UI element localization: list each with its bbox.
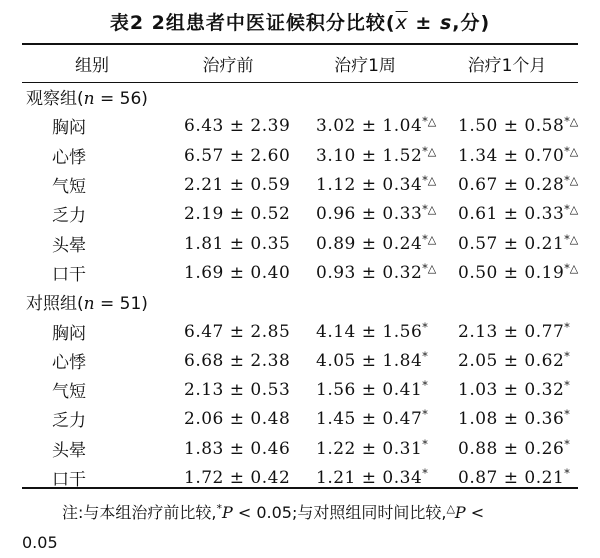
group-row: [22, 82, 578, 111]
table-footnote: 注:与本组治疗前比较,*P < 0.05;与对照组同时间比较,△P < 0.05: [22, 502, 485, 552]
header-group: 组别: [75, 56, 109, 76]
score-cell: 0.61 ± 0.33*△: [458, 203, 579, 225]
group-label: 观察组(n = 56): [26, 89, 148, 110]
group-label: 对照组(n = 51): [26, 294, 148, 315]
significance-mark: *: [564, 349, 570, 363]
significance-mark: *△: [564, 261, 579, 275]
significance-mark: *△: [422, 115, 437, 129]
score-cell: 1.03 ± 0.32*: [458, 379, 570, 401]
score-cell: 2.19 ± 0.52: [184, 204, 291, 225]
table-row: [22, 463, 578, 492]
significance-mark: *△: [564, 232, 579, 246]
table-row: [22, 375, 578, 404]
significance-mark: *: [564, 467, 570, 480]
significance-mark: △: [446, 502, 455, 515]
table-row: [22, 346, 578, 375]
table-row: [22, 141, 578, 170]
score-table: [22, 45, 578, 492]
score-cell: 1.22 ± 0.31*: [316, 437, 428, 459]
significance-mark: *: [422, 320, 428, 334]
score-cell: 1.21 ± 0.34*: [316, 467, 428, 488]
significance-mark: *: [422, 467, 428, 480]
score-cell: 3.10 ± 1.52*△: [316, 144, 437, 166]
score-cell: 1.12 ± 0.34*△: [316, 174, 437, 196]
group-row: [22, 287, 578, 316]
score-cell: 2.21 ± 0.59: [184, 175, 291, 196]
significance-mark: *: [422, 437, 428, 451]
score-cell: 1.83 ± 0.46: [184, 438, 291, 459]
symptom-name: 心悸: [52, 352, 86, 373]
header-month1: 治疗1个月: [467, 56, 547, 76]
table-row: [22, 111, 578, 140]
symptom-name: 乏力: [52, 411, 86, 432]
symptom-name: 心悸: [52, 147, 86, 168]
significance-mark: *: [564, 408, 570, 422]
significance-mark: *: [422, 379, 428, 393]
symptom-name: 胸闷: [52, 323, 86, 344]
score-cell: 2.13 ± 0.77*: [458, 320, 570, 342]
symptom-name: 胸闷: [52, 118, 86, 139]
significance-mark: *△: [564, 115, 579, 129]
score-cell: 6.43 ± 2.39: [184, 116, 291, 137]
score-cell: 1.08 ± 0.36*: [458, 408, 570, 430]
table-row: [22, 199, 578, 228]
significance-mark: *△: [422, 203, 437, 217]
score-cell: 2.05 ± 0.62*: [458, 349, 570, 371]
header-row: [22, 45, 578, 82]
table-body: [22, 82, 578, 492]
score-cell: 1.45 ± 0.47*: [316, 408, 428, 430]
symptom-name: 气短: [52, 177, 86, 198]
significance-mark: *△: [422, 232, 437, 246]
score-cell: 3.02 ± 1.04*△: [316, 115, 437, 137]
score-cell: 0.87 ± 0.21*: [458, 467, 570, 488]
score-cell: 0.50 ± 0.19*△: [458, 261, 579, 283]
symptom-name: 头晕: [52, 235, 86, 256]
table-row: [22, 258, 578, 287]
significance-mark: *: [422, 349, 428, 363]
score-cell: 0.88 ± 0.26*: [458, 437, 570, 459]
score-cell: 1.50 ± 0.58*△: [458, 115, 579, 137]
score-cell: 1.81 ± 0.35: [184, 233, 291, 254]
significance-mark: *: [564, 320, 570, 334]
significance-mark: *: [564, 437, 570, 451]
significance-mark: *: [564, 379, 570, 393]
header-week1: 治疗1周: [334, 56, 396, 76]
table-row: [22, 316, 578, 345]
table-row: [22, 404, 578, 433]
table-row: [22, 228, 578, 257]
score-cell: 0.93 ± 0.32*△: [316, 261, 437, 283]
score-cell: 6.68 ± 2.38: [184, 350, 291, 371]
score-cell: 4.05 ± 1.84*: [316, 349, 428, 371]
score-cell: 4.14 ± 1.56*: [316, 320, 428, 342]
symptom-name: 口干: [52, 264, 86, 285]
sd-symbol: s: [439, 12, 453, 34]
table-title: 表2 2组患者中医证候积分比较($\overline{x} \pm s$,分): [109, 12, 491, 34]
header-before: 治疗前: [202, 56, 254, 76]
score-cell: 0.57 ± 0.21*△: [458, 232, 579, 254]
significance-mark: *△: [422, 144, 437, 158]
score-cell: 0.96 ± 0.33*△: [316, 203, 437, 225]
score-cell: 1.72 ± 0.42: [184, 468, 291, 488]
mean-symbol: $\overline{x}$: [395, 12, 408, 34]
score-cell: 2.13 ± 0.53: [184, 380, 291, 401]
significance-mark: *△: [564, 203, 579, 217]
score-cell: 1.34 ± 0.70*△: [458, 144, 579, 166]
score-cell: 1.69 ± 0.40: [184, 262, 291, 283]
score-cell: 0.67 ± 0.28*△: [458, 174, 579, 196]
significance-mark: *△: [422, 174, 437, 188]
table-row: [22, 434, 578, 463]
symptom-name: 口干: [52, 470, 86, 490]
symptom-name: 乏力: [52, 206, 86, 227]
table-row: [22, 170, 578, 199]
significance-mark: *△: [564, 174, 579, 188]
significance-mark: *△: [564, 144, 579, 158]
symptom-name: 头晕: [52, 440, 86, 461]
score-cell: 2.06 ± 0.48: [184, 409, 291, 430]
score-cell: 6.57 ± 2.60: [184, 145, 291, 166]
score-cell: 0.89 ± 0.24*△: [316, 232, 437, 254]
symptom-name: 气短: [52, 382, 86, 403]
significance-mark: *△: [422, 261, 437, 275]
score-cell: 6.47 ± 2.85: [184, 321, 291, 342]
significance-mark: *: [422, 408, 428, 422]
significance-mark: *: [216, 502, 222, 515]
score-cell: 1.56 ± 0.41*: [316, 379, 428, 401]
